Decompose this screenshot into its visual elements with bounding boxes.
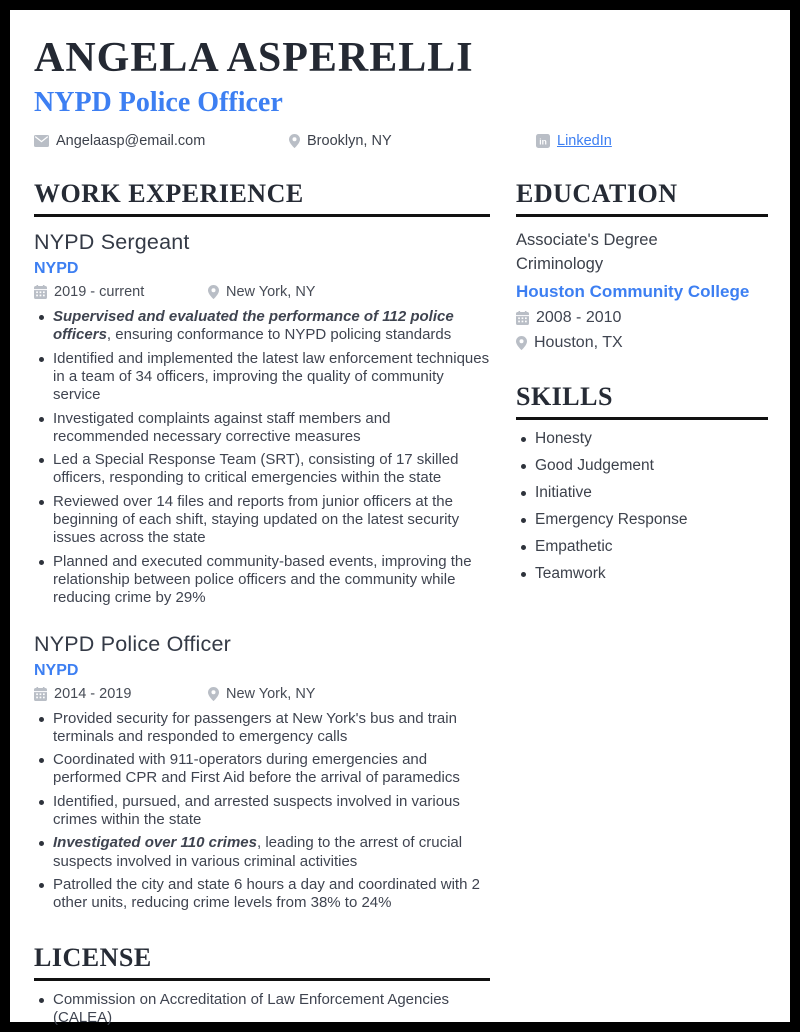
job-bullet: Supervised and evaluated the performance of 112 police officers, ensuring conformance to NYPD policing standards	[34, 308, 490, 345]
skill-item: Honesty	[516, 430, 768, 448]
education-heading: EDUCATION	[516, 179, 768, 217]
education-location-text: Houston, TX	[534, 333, 623, 351]
left-column	[34, 179, 490, 1032]
contact-location	[289, 133, 536, 149]
job-bullet-list	[34, 308, 490, 607]
calendar-icon	[34, 687, 47, 701]
skills-heading: SKILLS	[516, 382, 768, 420]
education-dates	[516, 309, 768, 327]
job-dates	[34, 284, 184, 300]
job-bullet-list	[34, 710, 490, 913]
license-section	[34, 943, 490, 1028]
location-pin-icon	[289, 134, 300, 148]
svg-text:in: in	[539, 136, 547, 147]
work-experience-heading: WORK EXPERIENCE	[34, 179, 490, 217]
body-columns	[34, 179, 768, 1032]
job-dates-text: 2014 - 2019	[54, 685, 132, 702]
job-bullet: Identified and implemented the latest law enforcement techniques in a team of 34 officers, improving the quality of community service	[34, 350, 490, 405]
job-entry	[34, 230, 490, 607]
job-company: NYPD	[34, 260, 79, 278]
license-heading: LICENSE	[34, 943, 490, 981]
license-list	[34, 991, 490, 1028]
location-pin-icon	[208, 285, 219, 299]
job-dates	[34, 686, 184, 702]
contact-email	[34, 133, 289, 149]
education-degree: Associate's Degree	[516, 231, 658, 250]
job-bullet: Patrolled the city and state 6 hours a day and coordinated with 2 other units, reducing crime levels from 38% to 24%	[34, 876, 490, 913]
job-location	[208, 284, 315, 300]
education-section	[516, 179, 768, 352]
skill-item: Initiative	[516, 484, 768, 502]
job-bullet: Investigated complaints against staff members and recommended necessary corrective measures	[34, 410, 490, 447]
location-pin-icon	[516, 336, 527, 350]
job-bullet: Investigated over 110 crimes, leading to the arrest of crucial suspects involved in various criminal activities	[34, 834, 490, 871]
job-bullet: Identified, pursued, and arrested suspects involved in various crimes within the state	[34, 793, 490, 830]
resume-content	[10, 10, 790, 1032]
job-dates-text: 2019 - current	[54, 284, 145, 301]
job-entry	[34, 632, 490, 913]
contact-email-text: Angelaasp@email.com	[56, 133, 206, 150]
envelope-icon	[34, 135, 49, 147]
work-experience-section	[34, 179, 490, 912]
person-title: NYPD Police Officer	[34, 87, 283, 119]
header	[34, 36, 768, 149]
education-field: Criminology	[516, 254, 604, 273]
education-dates-text: 2008 - 2010	[536, 308, 622, 326]
job-title: NYPD Police Officer	[34, 631, 231, 656]
person-name: ANGELA ASPERELLI	[34, 35, 474, 81]
skills-section	[516, 382, 768, 583]
skill-item: Teamwork	[516, 565, 768, 583]
job-location	[208, 686, 315, 702]
education-location	[516, 334, 768, 352]
skill-item: Emergency Response	[516, 511, 768, 529]
education-entry	[516, 229, 768, 352]
contact-row	[34, 133, 768, 149]
linkedin-link[interactable]: LinkedIn	[557, 133, 612, 150]
calendar-icon	[34, 285, 47, 299]
job-bullet: Led a Special Response Team (SRT), consisting of 17 skilled officers, responding to critical emergencies within the state	[34, 451, 490, 488]
job-bullet: Planned and executed community-based events, improving the relationship between police officers and the community while reducing crime by 29%	[34, 553, 490, 608]
job-bullet: Provided security for passengers at New York's bus and train terminals and responded to emergency calls	[34, 710, 490, 747]
linkedin-icon	[536, 134, 550, 148]
job-meta	[34, 284, 490, 300]
right-column	[516, 179, 768, 1032]
job-location-text: New York, NY	[226, 284, 316, 301]
job-bullet: Reviewed over 14 files and reports from junior officers at the beginning of each shift, staying updated on the latest security issues across the state	[34, 493, 490, 548]
job-title: NYPD Sergeant	[34, 230, 190, 255]
contact-linkedin	[536, 133, 612, 149]
license-item: Commission on Accreditation of Law Enforcement Agencies (CALEA)	[34, 991, 490, 1028]
job-location-text: New York, NY	[226, 685, 316, 702]
calendar-icon	[516, 311, 529, 325]
education-meta	[516, 309, 768, 352]
job-meta	[34, 686, 490, 702]
contact-location-text: Brooklyn, NY	[307, 133, 392, 150]
job-bullet: Coordinated with 911-operators during emergencies and performed CPR and First Aid before the arrival of paramedics	[34, 751, 490, 788]
location-pin-icon	[208, 687, 219, 701]
skill-item: Good Judgement	[516, 457, 768, 475]
skills-list	[516, 430, 768, 583]
job-company: NYPD	[34, 661, 79, 679]
skill-item: Empathetic	[516, 538, 768, 556]
education-school: Houston Community College	[516, 281, 750, 301]
